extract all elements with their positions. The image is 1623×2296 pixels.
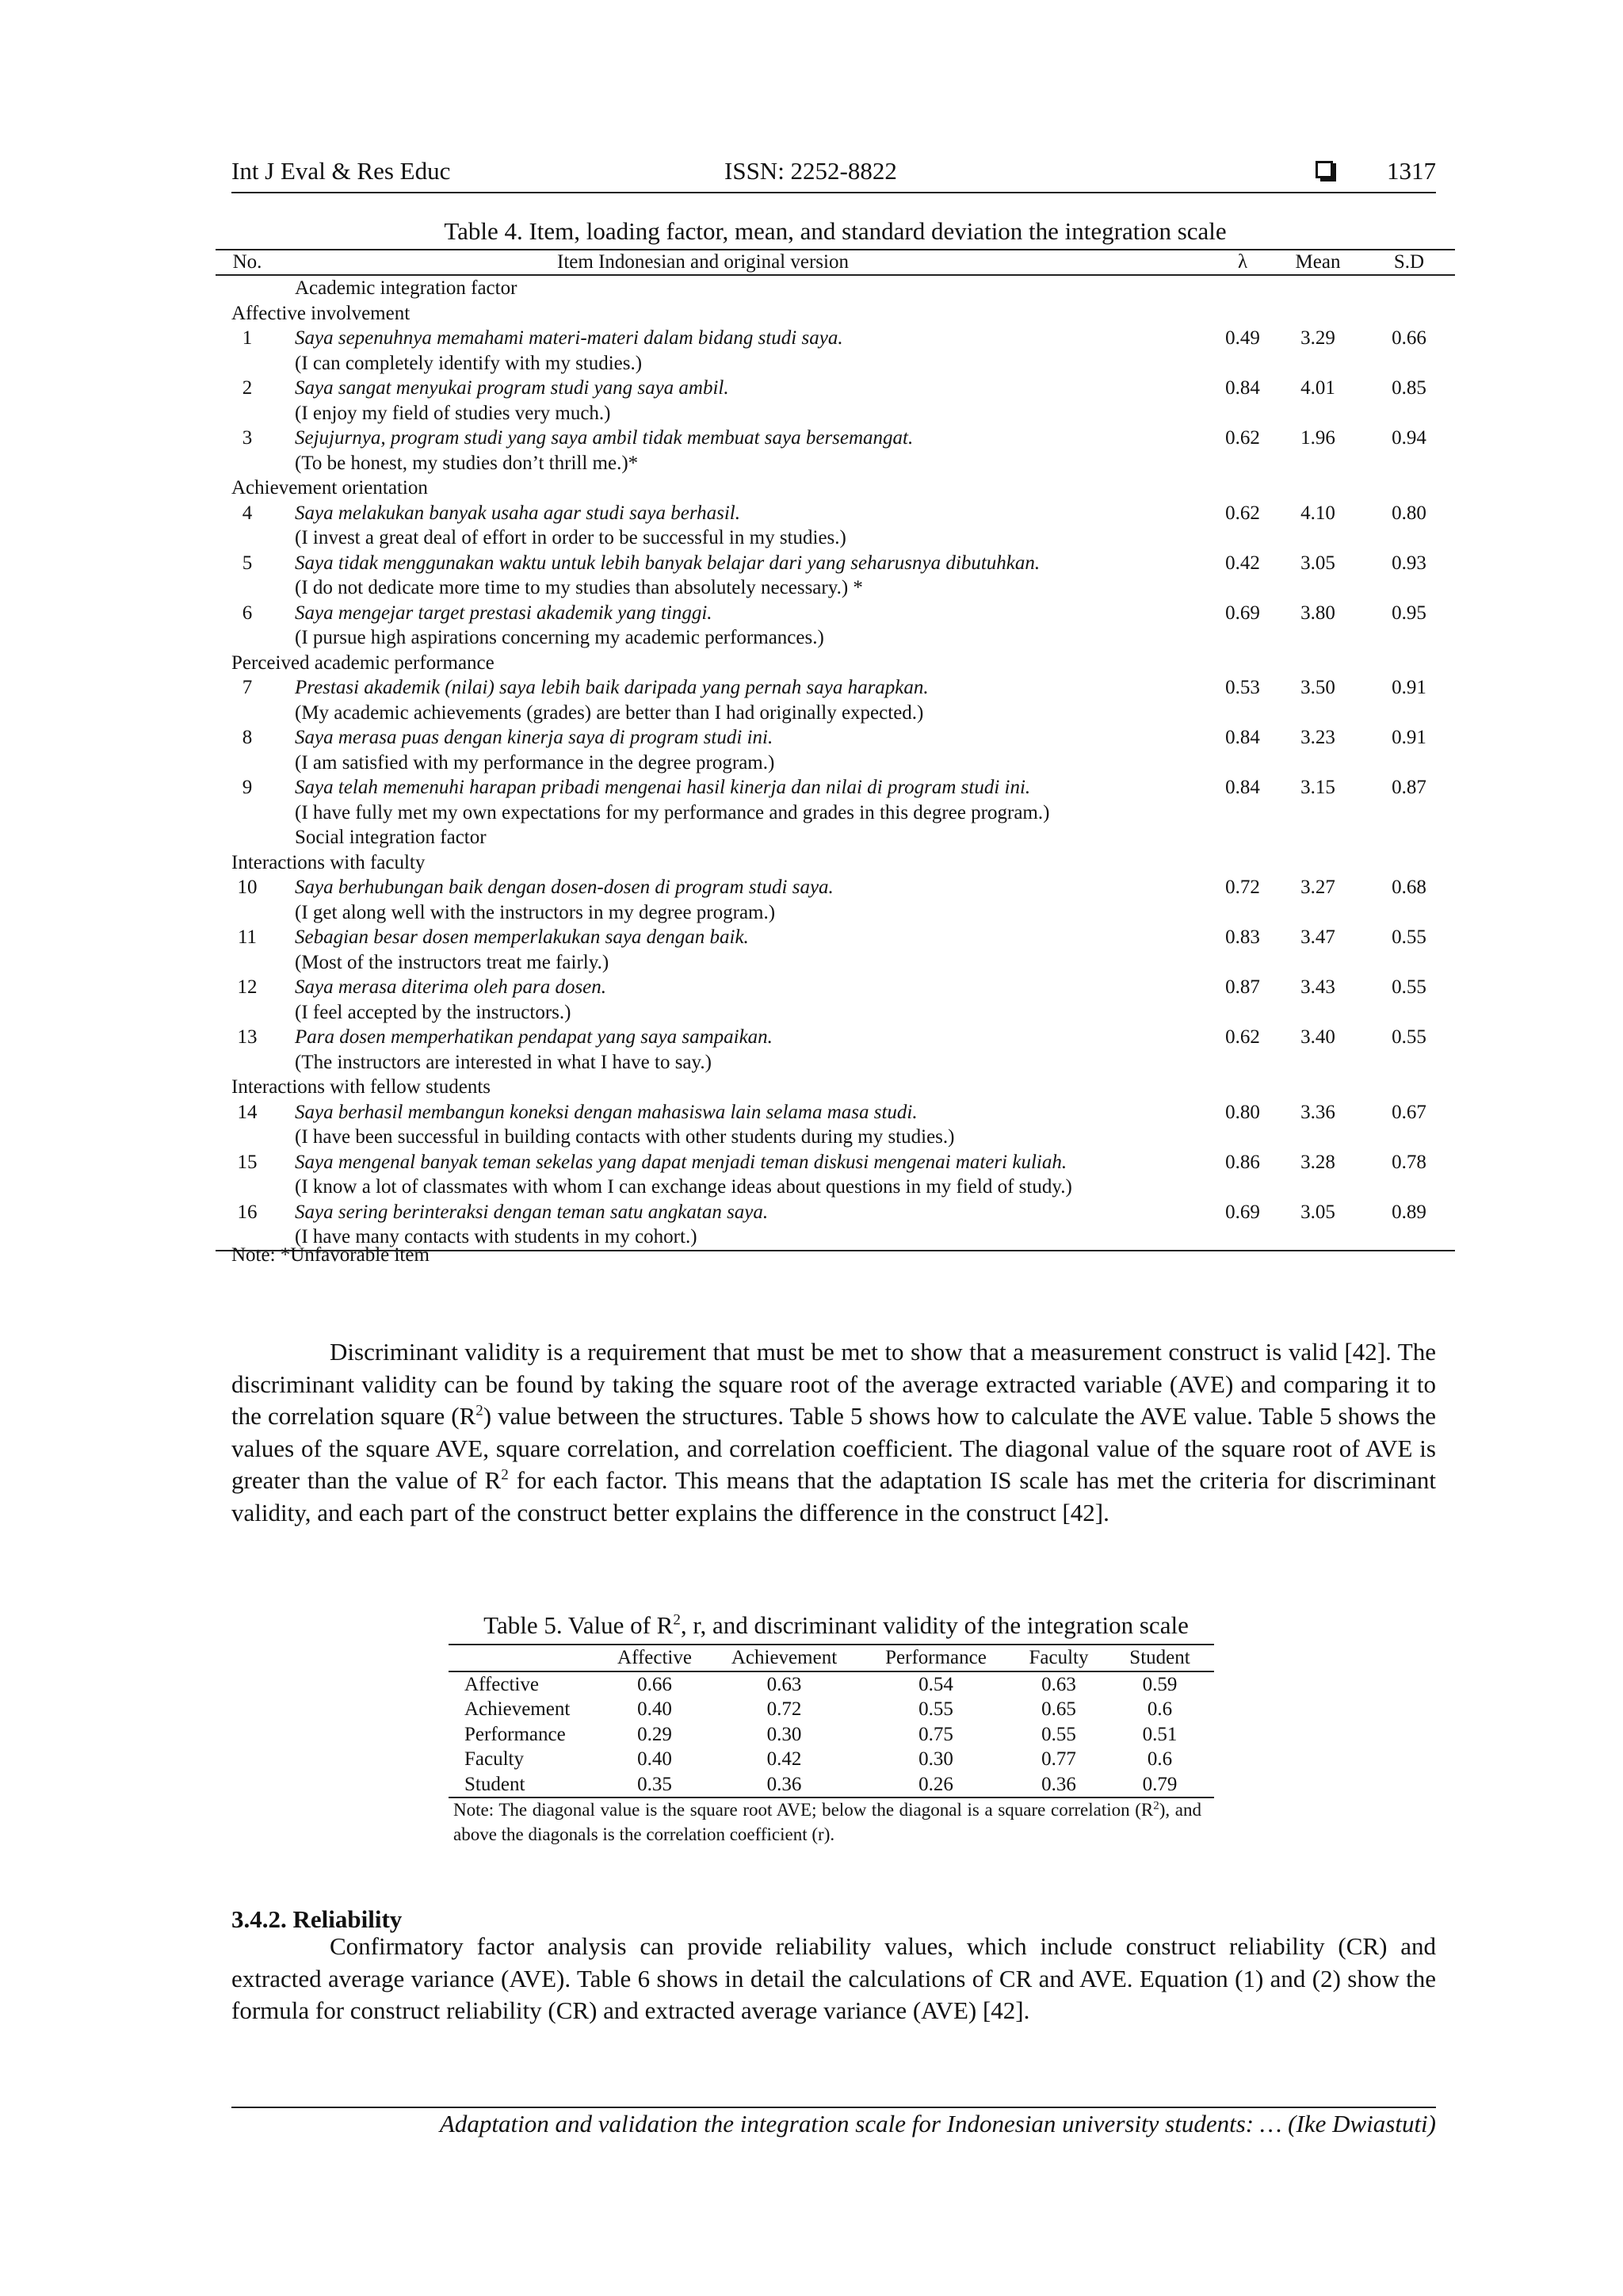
item-number: 8 <box>242 727 253 748</box>
table-cell: 0.36 <box>766 1773 802 1795</box>
item-indonesian: Saya berhasil membangun koneksi dengan mahasiswa lain selama masa studi. <box>295 1101 918 1123</box>
table-row <box>216 276 1455 301</box>
row-label: Affective <box>464 1673 539 1695</box>
item-lambda: 0.42 <box>1225 552 1260 574</box>
table-row <box>216 675 1455 701</box>
item-indonesian: Saya telah memenuhi harapan pribadi mengenai hasil kinerja dan nilai di program studi ini. <box>295 777 1031 798</box>
item-mean: 3.28 <box>1300 1151 1335 1173</box>
running-header <box>231 155 1436 193</box>
section-label: Perceived academic performance <box>231 651 495 674</box>
item-sd: 0.93 <box>1392 552 1426 574</box>
journal-name: Int J Eval & Res Educ <box>231 157 451 185</box>
row-label: Achievement <box>464 1698 571 1720</box>
item-indonesian: Saya mengejar target prestasi akademik yang tinggi. <box>295 602 712 624</box>
item-mean: 3.29 <box>1300 327 1335 349</box>
table-cell: 0.29 <box>637 1723 672 1745</box>
item-lambda: 0.69 <box>1225 1201 1260 1223</box>
table-row <box>449 1672 1214 1698</box>
table-row <box>216 401 1455 426</box>
table-row <box>216 1100 1455 1125</box>
item-number: 14 <box>237 1101 258 1123</box>
table-row <box>216 751 1455 776</box>
factor-label: Academic integration factor <box>295 277 517 299</box>
page-number: 1317 <box>1387 157 1436 185</box>
table-row <box>216 1050 1455 1075</box>
table5-caption-b: , r, and discriminant validity of the integration scale <box>680 1611 1189 1639</box>
table-row <box>216 301 1455 327</box>
item-mean: 3.05 <box>1300 1201 1335 1223</box>
factor-label: Social integration factor <box>295 827 487 848</box>
para-text-2: ) value between the structures. Table 5 shows how to calculate the AVE value. Table 5 shows the values of the square AVE, square correlation, and correlation coefficient. The diagonal value of the square root of AVE is greater than the value of R <box>231 1402 1436 1494</box>
item-number: 15 <box>237 1151 258 1173</box>
footer-rule <box>231 2107 1436 2108</box>
table-row <box>216 825 1455 850</box>
table-row <box>216 800 1455 826</box>
item-indonesian: Saya merasa puas dengan kinerja saya di program studi ini. <box>295 727 773 748</box>
discriminant-paragraph <box>231 1336 1436 1529</box>
item-english: (I have fully met my own expectations for my performance and grades in this degree program.) <box>295 801 1050 823</box>
table-cell: 0.55 <box>1041 1723 1076 1745</box>
col-item: Item Indonesian and original version <box>557 251 849 273</box>
item-sd: 0.89 <box>1392 1201 1426 1223</box>
item-sd: 0.78 <box>1392 1151 1426 1173</box>
table-cell: 0.72 <box>766 1698 802 1720</box>
table-row <box>216 875 1455 900</box>
table5-body <box>449 1672 1214 1797</box>
table-row <box>216 1125 1455 1150</box>
table-cell: 0.63 <box>766 1673 802 1695</box>
item-lambda: 0.62 <box>1225 502 1260 524</box>
item-sd: 0.55 <box>1392 976 1426 998</box>
item-number: 16 <box>237 1201 258 1223</box>
table-cell: 0.6 <box>1147 1698 1173 1720</box>
item-english: (I enjoy my field of studies very much.) <box>295 402 611 424</box>
table-row <box>216 725 1455 751</box>
item-sd: 0.68 <box>1392 877 1426 898</box>
item-english: (The instructors are interested in what I have to say.) <box>295 1051 712 1073</box>
item-english: (I am satisfied with my performance in the degree program.) <box>295 751 775 774</box>
item-indonesian: Saya merasa diterima oleh para dosen. <box>295 976 607 998</box>
table-cell: 0.51 <box>1142 1723 1178 1745</box>
table-row <box>216 1075 1455 1100</box>
table-row <box>216 1175 1455 1200</box>
table-cell: 0.30 <box>766 1723 802 1745</box>
table-row <box>216 476 1455 501</box>
table4-body <box>216 276 1455 1250</box>
table-row <box>216 451 1455 476</box>
reliability-paragraph <box>231 1931 1436 2027</box>
table-row <box>216 1025 1455 1050</box>
table-row <box>216 351 1455 376</box>
item-lambda: 0.53 <box>1225 677 1260 698</box>
table-row <box>216 501 1455 526</box>
table-cell: 0.42 <box>766 1748 802 1770</box>
item-english: (To be honest, my studies don’t thrill me.)* <box>295 452 639 474</box>
item-mean: 3.36 <box>1300 1101 1335 1123</box>
item-number: 1 <box>242 327 253 349</box>
table-row <box>216 376 1455 401</box>
table-row <box>216 701 1455 726</box>
col-sd: S.D <box>1393 251 1425 273</box>
item-number: 4 <box>242 502 253 524</box>
item-number: 11 <box>237 926 258 948</box>
table-row <box>216 625 1455 651</box>
item-mean: 3.40 <box>1300 1026 1335 1048</box>
table-row <box>216 1000 1455 1026</box>
item-mean: 1.96 <box>1300 427 1335 449</box>
item-indonesian: Saya mengenal banyak teman sekelas yang dapat menjadi teman diskusi mengenai materi kuliah. <box>295 1151 1067 1173</box>
table-cell: 0.6 <box>1147 1748 1173 1770</box>
item-number: 12 <box>237 976 258 998</box>
item-indonesian: Saya sangat menyukai program studi yang saya ambil. <box>295 377 729 399</box>
table-cell: 0.77 <box>1041 1748 1076 1770</box>
item-indonesian: Saya sering berinteraksi dengan teman satu angkatan saya. <box>295 1201 769 1223</box>
section-label: Interactions with fellow students <box>231 1076 491 1098</box>
section-label: Achievement orientation <box>231 477 428 499</box>
table-cell: 0.26 <box>918 1773 953 1795</box>
item-lambda: 0.69 <box>1225 602 1260 624</box>
item-number: 7 <box>242 677 253 698</box>
item-english: (I get along well with the instructors in my degree program.) <box>295 901 776 923</box>
item-mean: 3.80 <box>1300 602 1335 624</box>
table5-col: Faculty <box>1029 1647 1089 1668</box>
item-sd: 0.55 <box>1392 926 1426 948</box>
item-mean: 3.23 <box>1300 727 1335 748</box>
item-sd: 0.85 <box>1392 377 1426 399</box>
item-sd: 0.94 <box>1392 427 1426 449</box>
table-row <box>216 975 1455 1000</box>
table-row <box>216 601 1455 626</box>
para-text-3: for each factor. This means that the adaptation IS scale has met the criteria for discriminant validity, and each part of the construct better explains the difference in the construct [42]. <box>231 1466 1436 1526</box>
item-sd: 0.87 <box>1392 777 1426 798</box>
item-lambda: 0.86 <box>1225 1151 1260 1173</box>
item-indonesian: Saya melakukan banyak usaha agar studi saya berhasil. <box>295 502 740 524</box>
para-sup-1: 2 <box>475 1402 483 1419</box>
table5-note <box>453 1797 1201 1847</box>
table-row <box>216 1200 1455 1225</box>
table-cell: 0.35 <box>637 1773 672 1795</box>
item-english: (I can completely identify with my studies.) <box>295 352 643 374</box>
item-indonesian: Saya berhubungan baik dengan dosen-dosen di program studi saya. <box>295 877 834 898</box>
table-cell: 0.40 <box>637 1748 672 1770</box>
item-indonesian: Sebagian besar dosen memperlakukan saya dengan baik. <box>295 926 749 948</box>
col-no: No. <box>232 251 262 273</box>
table5-note-sup: 2 <box>1153 1799 1159 1813</box>
item-number: 6 <box>242 602 253 624</box>
table5-col: Achievement <box>731 1647 838 1668</box>
table4-caption: Table 4. Item, loading factor, mean, and standard deviation the integration scale <box>444 217 1227 245</box>
item-sd: 0.91 <box>1392 677 1426 698</box>
item-english: (I invest a great deal of effort in order to be successful in my studies.) <box>295 527 846 548</box>
table5-note-b: ), and above the diagonals is the correlation coefficient (r). <box>453 1800 1201 1844</box>
section-label: Affective involvement <box>231 302 411 324</box>
item-lambda: 0.83 <box>1225 926 1260 948</box>
table5-col: Student <box>1129 1647 1190 1668</box>
table-cell: 0.36 <box>1041 1773 1076 1795</box>
table-cell: 0.65 <box>1041 1698 1076 1720</box>
running-footer: Adaptation and validation the integration scale for Indonesian university students: … (Ike Dwiastuti) <box>439 2110 1436 2137</box>
issn: ISSN: 2252-8822 <box>724 157 897 185</box>
item-sd: 0.67 <box>1392 1101 1426 1123</box>
item-english: (I have many contacts with students in my cohort.) <box>295 1226 697 1247</box>
item-mean: 3.27 <box>1300 877 1335 898</box>
item-english: (My academic achievements (grades) are better than I had originally expected.) <box>295 701 924 724</box>
table4 <box>216 249 1455 1251</box>
item-lambda: 0.80 <box>1225 1101 1260 1123</box>
item-english: (I have been successful in building contacts with other students during my studies.) <box>295 1126 955 1148</box>
table-cell: 0.40 <box>637 1698 672 1720</box>
item-english: (I know a lot of classmates with whom I can exchange ideas about questions in my field of study.) <box>295 1176 1072 1198</box>
item-sd: 0.55 <box>1392 1026 1426 1048</box>
item-english: (I do not dedicate more time to my studies than absolutely necessary.) * <box>295 577 863 598</box>
item-sd: 0.91 <box>1392 727 1426 748</box>
col-mean: Mean <box>1295 251 1341 273</box>
item-indonesian: Sejujurnya, program studi yang saya ambil tidak membuat saya bersemangat. <box>295 427 914 449</box>
item-english: (I feel accepted by the instructors.) <box>295 1001 571 1023</box>
item-mean: 3.05 <box>1300 552 1335 574</box>
item-sd: 0.66 <box>1392 327 1426 349</box>
item-lambda: 0.72 <box>1225 877 1260 898</box>
item-english: (I pursue high aspirations concerning my academic performances.) <box>295 627 824 648</box>
item-sd: 0.80 <box>1392 502 1426 524</box>
item-number: 5 <box>242 552 253 574</box>
table-cell: 0.55 <box>918 1698 953 1720</box>
table-row <box>216 551 1455 576</box>
para-sup-2: 2 <box>501 1466 509 1484</box>
item-mean: 3.15 <box>1300 777 1335 798</box>
item-lambda: 0.62 <box>1225 427 1260 449</box>
table-row <box>216 775 1455 800</box>
item-number: 3 <box>242 427 253 449</box>
item-lambda: 0.84 <box>1225 377 1260 399</box>
item-number: 13 <box>237 1026 258 1048</box>
table-row <box>216 651 1455 676</box>
item-sd: 0.95 <box>1392 602 1426 624</box>
table-row <box>449 1697 1214 1722</box>
table-row <box>216 426 1455 451</box>
item-number: 9 <box>242 777 253 798</box>
item-lambda: 0.84 <box>1225 777 1260 798</box>
table-row <box>216 326 1455 351</box>
table-row <box>449 1772 1214 1797</box>
para-text-1: Discriminant validity is a requirement that must be met to show that a measurement construct is valid [42]. The discriminant validity can be found by taking the square root of the average extracted variable (AVE) and comparing it to the correlation square (R <box>231 1338 1436 1430</box>
section-label: Interactions with faculty <box>231 851 426 873</box>
table4-header <box>216 250 1455 276</box>
item-number: 2 <box>242 377 253 399</box>
item-lambda: 0.49 <box>1225 327 1260 349</box>
table-row <box>449 1722 1214 1748</box>
item-mean: 3.47 <box>1300 926 1335 948</box>
table-cell: 0.30 <box>918 1748 953 1770</box>
row-label: Faculty <box>464 1748 524 1770</box>
table-cell: 0.54 <box>918 1673 953 1695</box>
table-row <box>216 925 1455 950</box>
item-indonesian: Saya sepenuhnya memahami materi-materi dalam bidang studi saya. <box>295 327 843 349</box>
table4-note: Note: *Unfavorable item <box>231 1244 430 1266</box>
item-mean: 3.43 <box>1300 976 1335 998</box>
table5-col: Performance <box>885 1647 987 1668</box>
square-icon <box>1316 161 1333 178</box>
item-mean: 3.50 <box>1300 677 1335 698</box>
item-indonesian: Para dosen memperhatikan pendapat yang saya sampaikan. <box>295 1026 773 1048</box>
item-indonesian: Saya tidak menggunakan waktu untuk lebih banyak belajar dari yang seharusnya dibutuhkan. <box>295 552 1041 574</box>
table5-note-a: Note: The diagonal value is the square root AVE; below the diagonal is a square correlation (R <box>453 1800 1154 1820</box>
table-cell: 0.59 <box>1142 1673 1178 1695</box>
table-cell: 0.79 <box>1142 1773 1178 1795</box>
item-lambda: 0.62 <box>1225 1026 1260 1048</box>
table-cell: 0.66 <box>637 1673 672 1695</box>
item-indonesian: Prestasi akademik (nilai) saya lebih baik daripada yang pernah saya harapkan. <box>295 677 929 698</box>
table-row <box>449 1747 1214 1772</box>
table-cell: 0.63 <box>1041 1673 1076 1695</box>
row-label: Student <box>464 1773 525 1795</box>
table5-caption-sup: 2 <box>673 1611 681 1629</box>
table-row <box>216 575 1455 601</box>
item-mean: 4.01 <box>1300 377 1335 399</box>
table5-caption-a: Table 5. Value of R <box>483 1611 674 1639</box>
item-number: 10 <box>237 877 258 898</box>
item-lambda: 0.87 <box>1225 976 1260 998</box>
table-row <box>216 1150 1455 1175</box>
col-lambda: λ <box>1237 251 1248 273</box>
table5-caption <box>444 1611 1228 1640</box>
item-mean: 4.10 <box>1300 502 1335 524</box>
row-label: Performance <box>464 1723 566 1745</box>
table-row <box>216 525 1455 551</box>
table5 <box>449 1644 1214 1798</box>
table5-col: Affective <box>617 1647 692 1668</box>
table-row <box>216 850 1455 876</box>
section-heading: 3.4.2. Reliability <box>231 1905 403 1933</box>
table-cell: 0.75 <box>918 1723 953 1745</box>
item-lambda: 0.84 <box>1225 727 1260 748</box>
table-row <box>216 950 1455 976</box>
item-english: (Most of the instructors treat me fairly.) <box>295 951 609 973</box>
table5-header <box>449 1645 1214 1672</box>
reliability-text: Confirmatory factor analysis can provide reliability values, which include construct reliability (CR) and extracted average variance (AVE). Table 6 shows in detail the calculations of CR and AVE. Equation (1) and (2) show the formula for construct reliability (CR) and extracted average variance (AVE) [42]. <box>231 1932 1436 2024</box>
table-row <box>216 900 1455 926</box>
